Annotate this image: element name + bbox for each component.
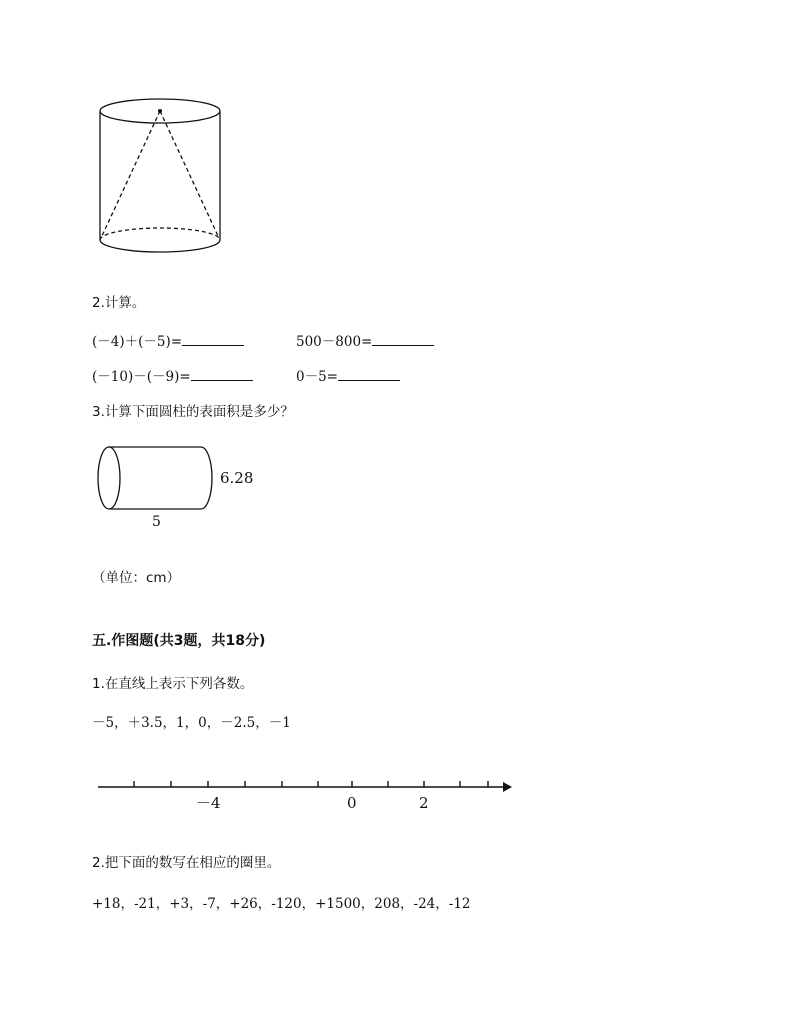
q3-length-label: 5 — [152, 514, 161, 530]
s5q1-numbers: －5，＋3.5，1，0，－2.5，－1 — [92, 715, 291, 731]
section5-title: 五.作图题(共3题，共18分) — [92, 633, 266, 649]
q3-unit-note: （单位：cm） — [92, 570, 181, 586]
q2-expr4: 0－5= — [296, 369, 338, 385]
number-line-label-neg4: －4 — [196, 794, 221, 812]
s5q2-title: 2.把下面的数写在相应的圈里。 — [92, 855, 281, 871]
s5q2-numbers: +18，-21，+3，-7，+26，-120，+1500，208，-24，-12 — [92, 896, 471, 912]
q2-expr3: (－10)－(－9)= — [92, 369, 191, 385]
q2-expr1: (－4)＋(－5)= — [92, 334, 183, 350]
q3-height-label: 6.28 — [220, 469, 254, 487]
q2-expr2: 500－800= — [296, 334, 373, 350]
s5q1-title: 1.在直线上表示下列各数。 — [92, 676, 254, 692]
q3-title: 3.计算下面圆柱的表面积是多少？ — [92, 404, 294, 420]
q2-title: 2.计算。 — [92, 295, 146, 311]
number-line-label-2: 2 — [419, 794, 429, 812]
number-line-label-0: 0 — [347, 794, 357, 812]
arrow-right-icon — [503, 782, 512, 792]
